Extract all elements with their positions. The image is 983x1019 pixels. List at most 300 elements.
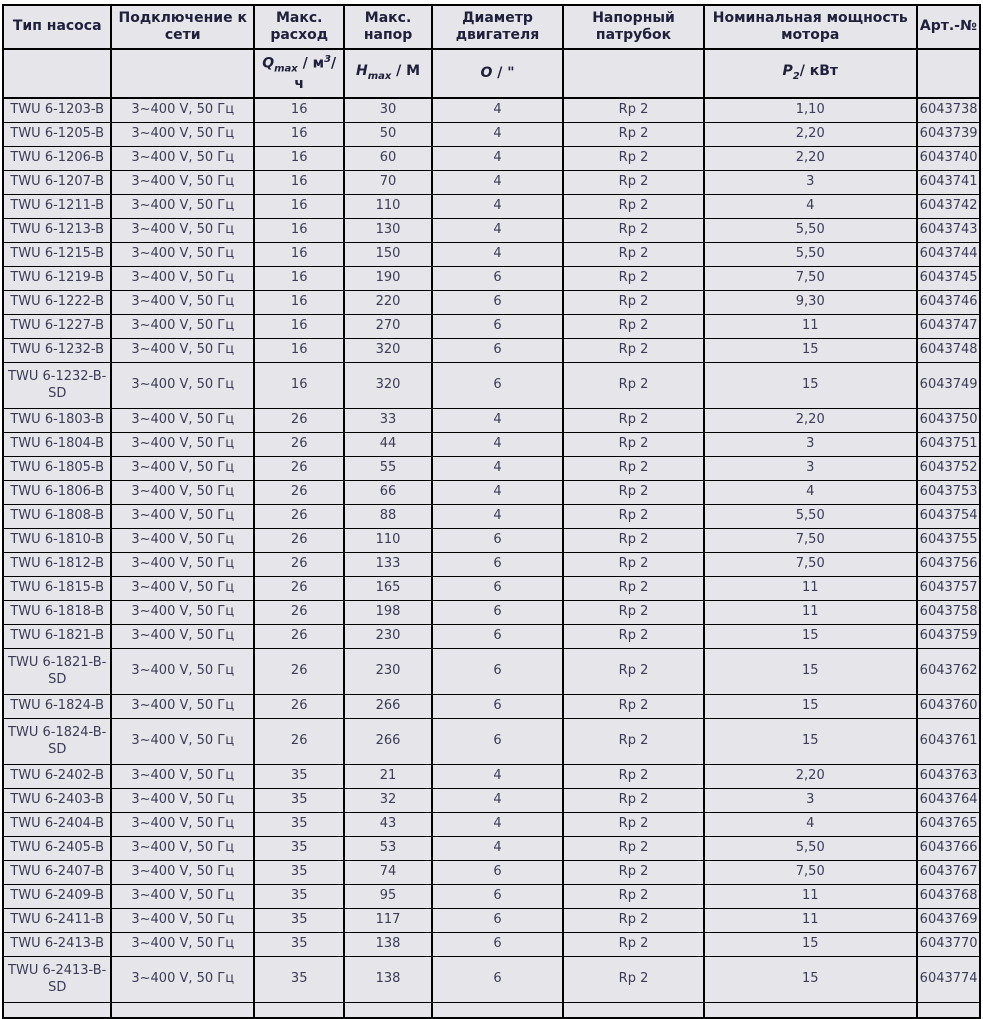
table-row [3,695,980,719]
column-header-nominal-motor-power: Номинальная мощность мотора [704,5,917,49]
cell-network-connection: 3~400 V, 50 Гц [111,315,254,339]
cell-motor-diameter: 6 [432,909,564,933]
table-row [3,765,980,789]
cell-motor-diameter: 6 [432,957,564,1003]
header-labels-row [3,5,980,49]
cell-nominal-power: 1,10 [704,98,917,123]
cell-nominal-power: 5,50 [704,243,917,267]
cell-nominal-power: 3 [704,433,917,457]
cell-pump-type: TWU 6-2403-B [3,789,111,813]
cell-max-flow: 35 [254,837,344,861]
cell-max-head: 117 [344,909,431,933]
cell-motor-diameter: 4 [432,195,564,219]
cell-max-head: 150 [344,243,431,267]
cell-pump-type: TWU 6-1806-B [3,481,111,505]
flow-superscript: 3 [324,53,332,65]
table-row [3,529,980,553]
table-row [3,291,980,315]
cell-motor-diameter: 6 [432,267,564,291]
cell-max-head: 230 [344,649,431,695]
cell-max-flow: 35 [254,861,344,885]
cell-article-number: 6043747 [917,315,980,339]
cell-network-connection: 3~400 V, 50 Гц [111,457,254,481]
cell-nominal-power: 11 [704,909,917,933]
cell-max-head: 95 [344,885,431,909]
cell-article-number: 6043769 [917,909,980,933]
cell-pump-type: TWU 6-1205-B [3,123,111,147]
table-row [3,813,980,837]
cell-network-connection: 3~400 V, 50 Гц [111,291,254,315]
cell-max-flow: 35 [254,765,344,789]
flow-subscript: max [274,63,298,75]
unit-cell-diameter [432,49,564,98]
cell-nominal-power: 11 [704,885,917,909]
cell-max-flow: 35 [254,909,344,933]
cell-network-connection: 3~400 V, 50 Гц [111,529,254,553]
cell-max-head: 44 [344,433,431,457]
cell-article-number: 6043743 [917,219,980,243]
cell-pump-type: TWU 6-1207-B [3,171,111,195]
cell-pump-type: TWU 6-1232-B-SD [3,363,111,409]
cell-network-connection: 3~400 V, 50 Гц [111,98,254,123]
cell-article-number: 6043741 [917,171,980,195]
flow-unit-mid: / м [297,55,325,72]
unit-cell-empty-art [917,49,980,98]
cell-motor-diameter: 6 [432,553,564,577]
cell-motor-diameter: 6 [432,577,564,601]
cell-pressure-port: Rp 2 [563,933,704,957]
cell-max-flow: 35 [254,933,344,957]
table-row [3,861,980,885]
table-row [3,837,980,861]
cell-pressure-port: Rp 2 [563,123,704,147]
cell-pump-type: TWU 6-1232-B [3,339,111,363]
cell-network-connection: 3~400 V, 50 Гц [111,765,254,789]
cell-pressure-port: Rp 2 [563,813,704,837]
table-row [3,625,980,649]
cell-pressure-port: Rp 2 [563,409,704,433]
cell-pressure-port: Rp 2 [563,267,704,291]
cell-max-head: 30 [344,98,431,123]
cell-motor-diameter: 4 [432,765,564,789]
cell-max-flow: 26 [254,457,344,481]
cell-motor-diameter: 4 [432,123,564,147]
table-row [3,481,980,505]
cell-max-head: 266 [344,719,431,765]
column-header-pressure-port: Напорный патрубок [563,5,704,49]
cell-motor-diameter: 4 [432,481,564,505]
table-row [3,601,980,625]
cell-article-number [917,1003,980,1019]
cell-nominal-power: 11 [704,577,917,601]
cell-pump-type: TWU 6-2411-B [3,909,111,933]
cell-network-connection: 3~400 V, 50 Гц [111,885,254,909]
cell-pressure-port: Rp 2 [563,553,704,577]
cell-pump-type [3,1003,111,1019]
cell-network-connection: 3~400 V, 50 Гц [111,171,254,195]
cell-nominal-power: 5,50 [704,505,917,529]
cell-max-flow: 26 [254,649,344,695]
cell-max-flow: 16 [254,363,344,409]
cell-network-connection: 3~400 V, 50 Гц [111,789,254,813]
table-body [3,98,980,1018]
cell-pump-type: TWU 6-1203-B [3,98,111,123]
cell-article-number: 6043762 [917,649,980,695]
cell-article-number: 6043756 [917,553,980,577]
table-row [3,909,980,933]
cell-nominal-power: 4 [704,813,917,837]
cell-network-connection: 3~400 V, 50 Гц [111,219,254,243]
cell-max-flow: 26 [254,481,344,505]
cell-motor-diameter: 4 [432,789,564,813]
cell-nominal-power: 5,50 [704,219,917,243]
unit-cell-flow [254,49,344,98]
cell-article-number: 6043739 [917,123,980,147]
cell-nominal-power: 2,20 [704,765,917,789]
cell-pressure-port: Rp 2 [563,457,704,481]
cell-pressure-port: Rp 2 [563,909,704,933]
cell-nominal-power: 15 [704,957,917,1003]
cell-motor-diameter: 6 [432,625,564,649]
head-symbol: H [355,63,368,80]
cell-motor-diameter: 6 [432,601,564,625]
cell-motor-diameter: 6 [432,339,564,363]
table-row [3,505,980,529]
cell-motor-diameter: 4 [432,433,564,457]
cell-max-flow: 26 [254,409,344,433]
cell-motor-diameter: 4 [432,813,564,837]
cell-network-connection: 3~400 V, 50 Гц [111,553,254,577]
cell-max-flow: 26 [254,529,344,553]
cell-max-head: 33 [344,409,431,433]
cell-max-head: 320 [344,363,431,409]
cell-pump-type: TWU 6-1803-B [3,409,111,433]
unit-cell-head [344,49,431,98]
column-header-pump-type: Тип насоса [3,5,111,49]
table-row [3,885,980,909]
cell-nominal-power: 11 [704,315,917,339]
cell-pump-type: TWU 6-2405-B [3,837,111,861]
cell-network-connection: 3~400 V, 50 Гц [111,649,254,695]
cell-nominal-power: 7,50 [704,267,917,291]
table-row [3,98,980,123]
cell-pump-type: TWU 6-1213-B [3,219,111,243]
table-row [3,719,980,765]
cell-pressure-port: Rp 2 [563,789,704,813]
cell-pump-type: TWU 6-1805-B [3,457,111,481]
cell-article-number: 6043755 [917,529,980,553]
cell-motor-diameter: 6 [432,885,564,909]
cell-max-head: 110 [344,529,431,553]
cell-pressure-port: Rp 2 [563,957,704,1003]
cell-pressure-port: Rp 2 [563,765,704,789]
table-row [3,933,980,957]
table-row [3,315,980,339]
cell-article-number: 6043761 [917,719,980,765]
cell-max-flow: 26 [254,505,344,529]
cell-max-head: 32 [344,789,431,813]
table-row [3,123,980,147]
cell-pressure-port: Rp 2 [563,719,704,765]
cell-nominal-power: 4 [704,481,917,505]
cell-motor-diameter: 4 [432,171,564,195]
cell-motor-diameter [432,1003,564,1019]
cell-article-number: 6043742 [917,195,980,219]
cell-pressure-port: Rp 2 [563,363,704,409]
cell-nominal-power: 11 [704,601,917,625]
cell-network-connection: 3~400 V, 50 Гц [111,861,254,885]
cell-article-number: 6043746 [917,291,980,315]
cell-max-head: 138 [344,957,431,1003]
cell-nominal-power: 2,20 [704,409,917,433]
cell-motor-diameter: 4 [432,98,564,123]
cell-max-head: 190 [344,267,431,291]
column-header-network-connection: Подключение к сети [111,5,254,49]
cell-motor-diameter: 4 [432,219,564,243]
cell-max-flow: 35 [254,789,344,813]
cell-max-head: 55 [344,457,431,481]
flow-unit-line2: ч [294,75,304,92]
cell-pump-type: TWU 6-1215-B [3,243,111,267]
diameter-symbol: O [480,64,493,81]
cell-nominal-power: 9,30 [704,291,917,315]
cell-pressure-port: Rp 2 [563,695,704,719]
cell-network-connection: 3~400 V, 50 Гц [111,625,254,649]
cell-nominal-power: 3 [704,171,917,195]
cell-pump-type: TWU 6-1812-B [3,553,111,577]
flow-unit-slash: / [331,55,337,72]
cell-pressure-port: Rp 2 [563,481,704,505]
cell-pressure-port: Rp 2 [563,195,704,219]
head-unit-rest: / М [391,63,421,80]
cell-network-connection: 3~400 V, 50 Гц [111,481,254,505]
cell-motor-diameter: 6 [432,649,564,695]
diameter-unit-rest: / " [492,64,515,81]
column-header-max-head: Макс. напор [344,5,431,49]
cell-article-number: 6043770 [917,933,980,957]
table-row [3,267,980,291]
cell-article-number: 6043774 [917,957,980,1003]
table-row [3,649,980,695]
cell-max-flow: 16 [254,267,344,291]
cell-network-connection: 3~400 V, 50 Гц [111,123,254,147]
cell-pressure-port: Rp 2 [563,98,704,123]
cell-max-head: 60 [344,147,431,171]
column-header-motor-diameter: Диаметр двигателя [432,5,564,49]
table-row [3,195,980,219]
cell-max-head: 43 [344,813,431,837]
cell-max-head: 50 [344,123,431,147]
cell-pump-type: TWU 6-2404-B [3,813,111,837]
cell-pressure-port: Rp 2 [563,625,704,649]
cell-max-flow: 26 [254,601,344,625]
cell-max-head: 133 [344,553,431,577]
table-row [3,147,980,171]
cell-article-number: 6043752 [917,457,980,481]
header-units-row [3,49,980,98]
table-row [3,339,980,363]
cell-max-head: 230 [344,625,431,649]
cell-pump-type: TWU 6-2409-B [3,885,111,909]
cell-pressure-port: Rp 2 [563,529,704,553]
cell-motor-diameter: 4 [432,409,564,433]
cell-pump-type: TWU 6-1804-B [3,433,111,457]
cell-pressure-port: Rp 2 [563,339,704,363]
cell-pressure-port: Rp 2 [563,433,704,457]
cell-article-number: 6043754 [917,505,980,529]
cell-max-head: 21 [344,765,431,789]
cell-max-head: 130 [344,219,431,243]
cell-max-flow: 16 [254,291,344,315]
cell-max-flow: 26 [254,433,344,457]
cell-max-flow: 26 [254,695,344,719]
cell-max-flow: 26 [254,625,344,649]
cell-pressure-port: Rp 2 [563,861,704,885]
head-subscript: max [367,71,392,83]
cell-network-connection: 3~400 V, 50 Гц [111,409,254,433]
cell-nominal-power: 15 [704,719,917,765]
cell-pump-type: TWU 6-2413-B [3,933,111,957]
power-unit-rest: / кВт [799,63,838,80]
unit-cell-empty-port [563,49,704,98]
unit-cell-power [704,49,917,98]
table-row [3,171,980,195]
cell-max-head: 266 [344,695,431,719]
cell-pressure-port: Rp 2 [563,171,704,195]
column-header-article-number: Арт.-№ [917,5,980,49]
power-subscript: 2 [792,71,800,83]
cell-max-flow: 16 [254,339,344,363]
cell-motor-diameter: 4 [432,457,564,481]
cell-max-flow: 16 [254,123,344,147]
cell-network-connection: 3~400 V, 50 Гц [111,363,254,409]
cell-max-head: 270 [344,315,431,339]
cell-article-number: 6043764 [917,789,980,813]
cell-article-number: 6043753 [917,481,980,505]
cell-nominal-power: 15 [704,649,917,695]
cell-nominal-power: 15 [704,363,917,409]
cell-max-flow [254,1003,344,1019]
cell-max-flow: 16 [254,147,344,171]
cell-network-connection: 3~400 V, 50 Гц [111,837,254,861]
cell-article-number: 6043760 [917,695,980,719]
cell-network-connection: 3~400 V, 50 Гц [111,719,254,765]
cell-pressure-port: Rp 2 [563,837,704,861]
cell-max-head: 110 [344,195,431,219]
cell-article-number: 6043745 [917,267,980,291]
unit-cell-empty-network [111,49,254,98]
cell-max-head: 165 [344,577,431,601]
cell-pressure-port: Rp 2 [563,885,704,909]
cell-max-head: 198 [344,601,431,625]
cell-pump-type: TWU 6-1821-B [3,625,111,649]
pump-spec-table [2,4,981,1019]
cell-max-head: 320 [344,339,431,363]
cell-pump-type: TWU 6-1824-B [3,695,111,719]
cell-motor-diameter: 4 [432,243,564,267]
cell-article-number: 6043738 [917,98,980,123]
cell-nominal-power: 15 [704,933,917,957]
cell-nominal-power: 7,50 [704,861,917,885]
cell-max-flow: 16 [254,98,344,123]
cell-network-connection: 3~400 V, 50 Гц [111,601,254,625]
cell-nominal-power: 4 [704,195,917,219]
cell-network-connection: 3~400 V, 50 Гц [111,339,254,363]
cell-max-head: 138 [344,933,431,957]
cell-motor-diameter: 6 [432,291,564,315]
table-row [3,363,980,409]
cell-network-connection: 3~400 V, 50 Гц [111,243,254,267]
flow-symbol: Q [262,55,275,72]
cell-pump-type: TWU 6-1815-B [3,577,111,601]
cell-max-head [344,1003,431,1019]
cell-pressure-port: Rp 2 [563,601,704,625]
cell-article-number: 6043765 [917,813,980,837]
cell-network-connection: 3~400 V, 50 Гц [111,195,254,219]
cell-pump-type: TWU 6-2407-B [3,861,111,885]
cell-max-flow: 26 [254,577,344,601]
cell-motor-diameter: 6 [432,363,564,409]
cell-network-connection: 3~400 V, 50 Гц [111,433,254,457]
cell-pressure-port: Rp 2 [563,649,704,695]
cell-pump-type: TWU 6-2402-B [3,765,111,789]
cell-article-number: 6043744 [917,243,980,267]
cell-pump-type: TWU 6-1211-B [3,195,111,219]
cell-pressure-port: Rp 2 [563,291,704,315]
cell-nominal-power: 5,50 [704,837,917,861]
table-header [3,5,980,98]
cell-article-number: 6043759 [917,625,980,649]
cell-article-number: 6043768 [917,885,980,909]
cell-pressure-port: Rp 2 [563,315,704,339]
cell-article-number: 6043767 [917,861,980,885]
cell-network-connection: 3~400 V, 50 Гц [111,957,254,1003]
cell-article-number: 6043751 [917,433,980,457]
cell-pressure-port [563,1003,704,1019]
table-row [3,219,980,243]
cell-article-number: 6043748 [917,339,980,363]
cell-article-number: 6043758 [917,601,980,625]
cell-article-number: 6043740 [917,147,980,171]
cell-network-connection: 3~400 V, 50 Гц [111,577,254,601]
cell-nominal-power: 3 [704,457,917,481]
cell-motor-diameter: 6 [432,529,564,553]
table-row [3,577,980,601]
cell-nominal-power: 15 [704,625,917,649]
cell-max-flow: 35 [254,813,344,837]
cell-network-connection: 3~400 V, 50 Гц [111,909,254,933]
cell-network-connection: 3~400 V, 50 Гц [111,267,254,291]
cell-article-number: 6043749 [917,363,980,409]
cell-network-connection [111,1003,254,1019]
cell-motor-diameter: 4 [432,837,564,861]
column-header-max-flow: Макс. расход [254,5,344,49]
partial-row [3,1003,980,1019]
cell-pump-type: TWU 6-1818-B [3,601,111,625]
cell-max-head: 88 [344,505,431,529]
cell-max-head: 70 [344,171,431,195]
cell-network-connection: 3~400 V, 50 Гц [111,813,254,837]
cell-nominal-power: 7,50 [704,553,917,577]
cell-motor-diameter: 6 [432,933,564,957]
cell-pump-type: TWU 6-1219-B [3,267,111,291]
cell-article-number: 6043763 [917,765,980,789]
cell-max-flow: 16 [254,195,344,219]
cell-pressure-port: Rp 2 [563,219,704,243]
cell-network-connection: 3~400 V, 50 Гц [111,505,254,529]
cell-nominal-power: 2,20 [704,123,917,147]
cell-motor-diameter: 6 [432,861,564,885]
